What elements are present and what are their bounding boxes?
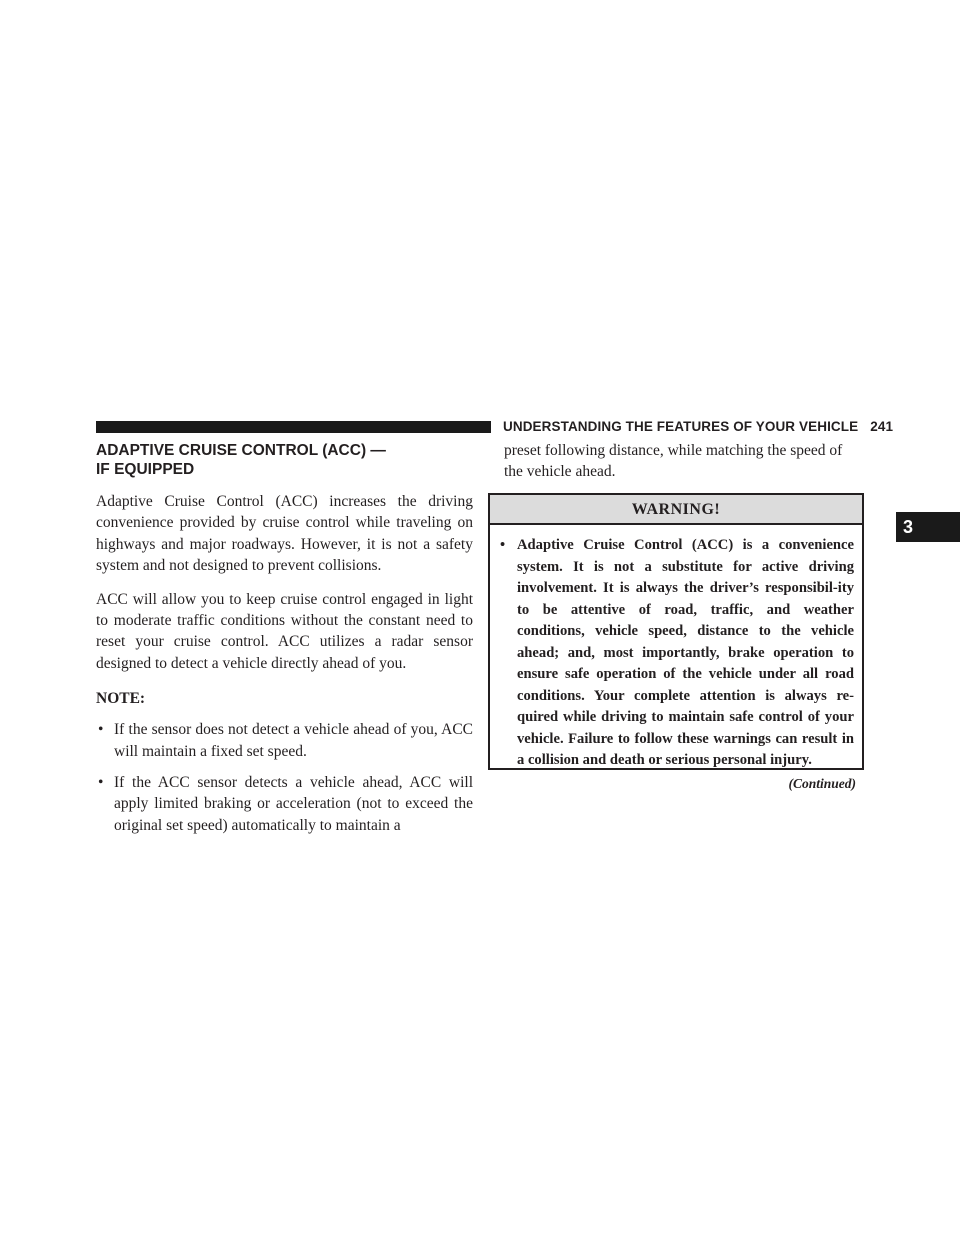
bullet-icon: • <box>500 537 506 553</box>
continued-label: (Continued) <box>788 776 856 791</box>
section-title <box>96 441 473 479</box>
left-column <box>96 436 473 846</box>
list-item-text: If the sensor does not detect a vehicle ahead of you, ACC will maintain a fixed set speed. <box>114 721 473 760</box>
running-header-title: UNDERSTANDING THE FEATURES OF YOUR VEHICLE <box>503 419 859 434</box>
section-title-line-1: ADAPTIVE CRUISE CONTROL (ACC) — <box>96 442 386 459</box>
warning-heading: WARNING! <box>490 495 862 525</box>
bullet-icon: • <box>98 774 104 792</box>
body-paragraph: ACC will allow you to keep cruise control engaged in light to moderate traffic conditions without the constant need to reset your cruise control. ACC utilizes a radar sensor designed to detect a vehicle directly ahead of you. <box>96 590 473 672</box>
bullet-continuation: preset following distance, while matching the speed of the vehicle ahead. <box>504 442 843 481</box>
section-title-line-2: IF EQUIPPED <box>96 461 195 478</box>
running-header <box>503 418 893 436</box>
warning-item-text: Adaptive Cruise Control (ACC) is a convenience system. It is not a substitute for active driving involvement. It is always the driver’s responsibil-ity to be attentive of road, traffic, and weather conditions, vehicle speed, distance to the vehicle ahead; and, most importantly, brake operation to ensure safe operation of the vehicle under all road conditions. Your complete attention is always re-quired while driving to maintain safe control of your vehicle. Failure to follow these warnings can result in a collision and death or serious personal injury. <box>517 537 854 768</box>
warning-box <box>488 493 864 770</box>
right-column <box>488 436 864 483</box>
body-paragraph: Adaptive Cruise Control (ACC) increases the driving convenience provided by cruise control while traveling on highways and major roadways. However, it is not a safety system and not designed to prevent collisions. <box>96 493 473 575</box>
header-rule-bar <box>96 421 491 433</box>
bullet-icon: • <box>98 721 104 739</box>
list-item-text: If the ACC sensor detects a vehicle ahead, ACC will apply limited braking or acceleration (not to exceed the original set speed) automatically to maintain a <box>114 774 473 834</box>
warning-item <box>500 535 854 772</box>
list-item <box>96 719 473 762</box>
list-item <box>96 772 473 836</box>
note-label: NOTE: <box>96 690 146 708</box>
page-number: 241 <box>870 419 894 434</box>
chapter-tab: 3 <box>896 512 960 542</box>
warning-body <box>490 525 862 772</box>
note-bullet-list <box>96 719 473 836</box>
